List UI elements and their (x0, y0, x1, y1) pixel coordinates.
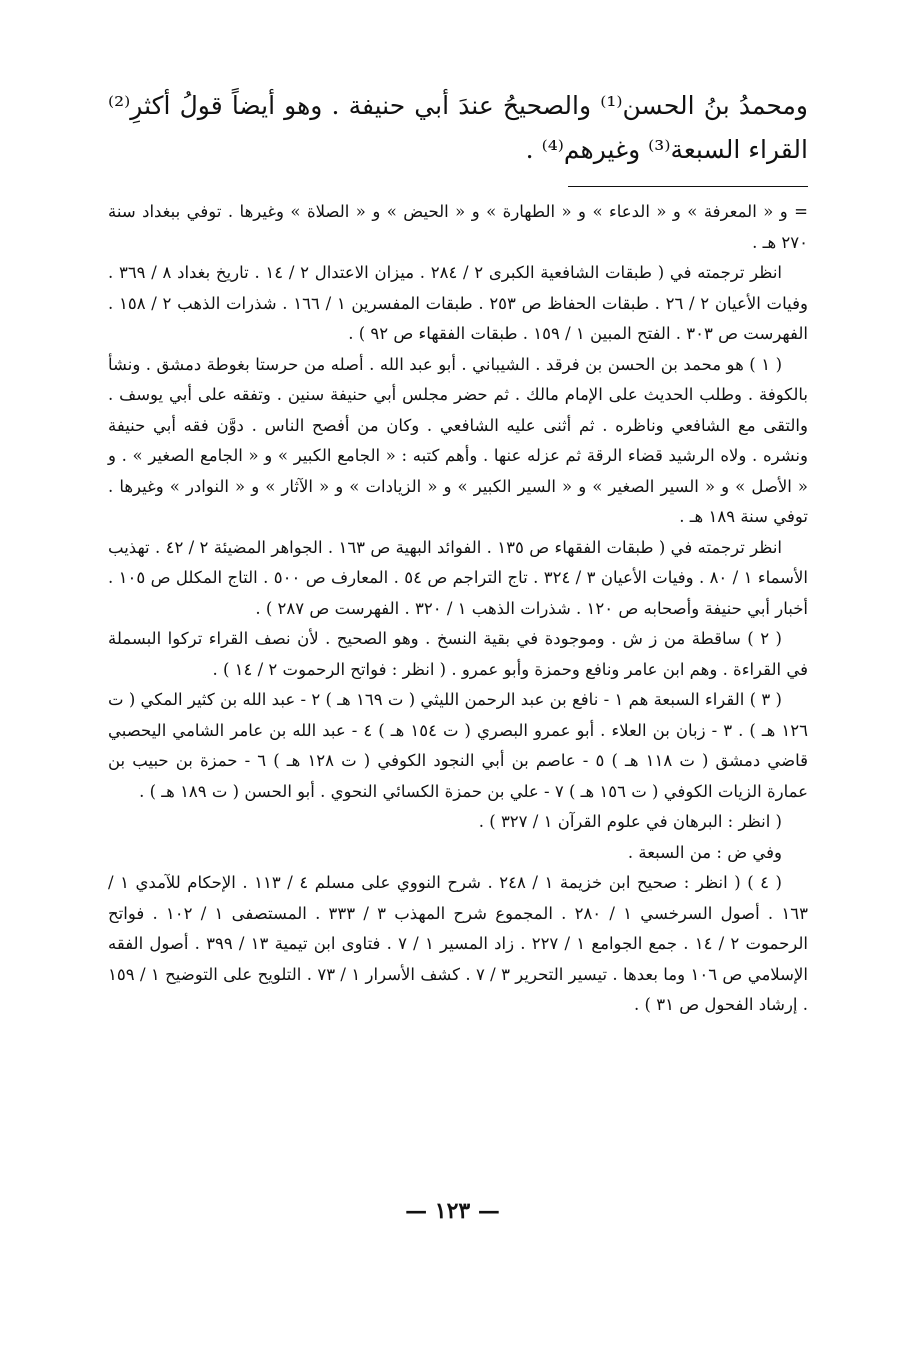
footnote-3-reference: ( انظر : البرهان في علوم القرآن ١ / ٣٢٧ ) . (478, 812, 782, 831)
footnote-1: ( ١ ) هو محمد بن الحسن بن فرقد . الشيباني . أبو عبد الله . أصله من حرستا بغوطة دمشق . ونشأ بالكوفة . وطلب الحديث على الإمام مالك . ثم حضر مجلس أبي حنيفة سنين . وتفقه على أبي يوسف . والتقى مع الشافعي وناظره . ثم أثنى عليه الشافعي . وكان من أفصح الناس . دوَّن فقه أبي حنيفة ونشره . ولاه الرشيد قضاء الرقة ثم عزله عنها . وأهم كتبه : « الجامع الكبير » و « الجامع الصغير » . و « الأصل » و « السير الصغير » و « السير الكبير » و « الزيادات » و « الآثار » و « النوادر » وغيرها . توفي سنة ١٨٩ هـ . (108, 354, 808, 526)
footnote-references: انظر ترجمته في ( طبقات الشافعية الكبرى ٢ / ٢٨٤ . ميزان الاعتدال ٢ / ١٤ . تاريخ بغداد ٨ / ٣٦٩ . وفيات الأعيان ٢ / ٢٦ . طبقات الحفاظ ص ٢٥٣ . طبقات المفسرين ١ / ١٦٦ . شذرات الذهب ٢ / ١٥٨ . الفهرست ص ٣٠٣ . الفتح المبين ١ / ١٥٩ . طبقات الفقهاء ص ٩٢ ) . (108, 263, 808, 343)
page-number: — ١٢٣ — (405, 1198, 500, 1224)
footnote-continuation: = و « المعرفة » و « الدعاء » و « الطهارة » و « الحيض » و « الصلاة » وغيرها . توفي ببغداد سنة ٢٧٠ هـ . (108, 202, 808, 252)
footnotes (108, 197, 808, 1021)
footnote-4: ( ٤ ) ( انظر : صحيح ابن خزيمة ١ / ٢٤٨ . شرح النووي على مسلم ٤ / ١١٣ . الإحكام للآمدي ١ / ١٦٣ . أصول السرخسي ١ / ٢٨٠ . المجموع شرح المهذب ٣ / ٣٣٣ . المستصفى ١ / ١٠٢ . فواتح الرحموت ٢ / ١٤ . جمع الجوامع ١ / ٢٢٧ . زاد المسير ١ / ٧ . فتاوى ابن تيمية ١٣ / ٣٩٩ . أصول الفقه الإسلامي ص ١٠٦ وما بعدها . تيسير التحرير ٣ / ٧ . كشف الأسرار ١ / ٧٣ . التلويح على التوضيح ١ / ١٥٩ . إرشاد الفحول ص ٣١ ) . (108, 873, 808, 1014)
footnote-3: ( ٣ ) القراء السبعة هم ١ - نافع بن عبد الرحمن الليثي ( ت ١٦٩ هـ ) ٢ - عبد الله بن كثير المكي ( ت ١٢٦ هـ ) . ٣ - زبان بن العلاء . أبو عمرو البصري ( ت ١٥٤ هـ ) ٤ - عبد الله بن عامر الشامي اليحصبي قاضي دمشق ( ت ١١٨ هـ ) ٥ - عاصم بن أبي النجود الكوفي ( ت ١٢٨ هـ ) ٦ - حمزة بن حبيب بن عمارة الزيات الكوفي ( ت ١٥٦ هـ ) ٧ - علي بن حمزة الكسائي النحوي . أبو الحسن ( ت ١٨٩ هـ ) . (108, 690, 808, 801)
page-body (108, 84, 808, 1021)
footnote-2: ( ٢ ) ساقطة من ز ش . وموجودة في بقية النسخ . وهو الصحيح . لأن نصف القراء تركوا البسملة في القراءة . وهم ابن عامر ونافع وحمزة وأبو عمرو . ( انظر : فواتح الرحموت ٢ / ١٤ ) . (108, 629, 808, 679)
footnote-separator (568, 186, 808, 187)
footnote-1-references: انظر ترجمته في ( طبقات الفقهاء ص ١٣٥ . الفوائد البهية ص ١٦٣ . الجواهر المضيئة ٢ / ٤٢ . تهذيب الأسماء ١ / ٨٠ . وفيات الأعيان ٣ / ٣٢٤ . تاج التراجم ص ٥٤ . المعارف ص ٥٠٠ . التاج المكلل ص ١٠٥ . أخبار أبي حنيفة وأصحابه ص ١٢٠ . شذرات الذهب ١ / ٣٢٠ . الفهرست ص ٢٨٧ ) . (108, 537, 808, 618)
footnote-3-variant: وفي ض : من السبعة . (627, 842, 782, 862)
main-text: ومحمدُ بنُ الحسن⁽¹⁾ والصحيحُ عندَ أبي حنيفة . وهو أيضاً قولُ أكثرِ⁽²⁾ القراء السبعة⁽³⁾ وغيرهم⁽⁴⁾ . (108, 91, 809, 164)
